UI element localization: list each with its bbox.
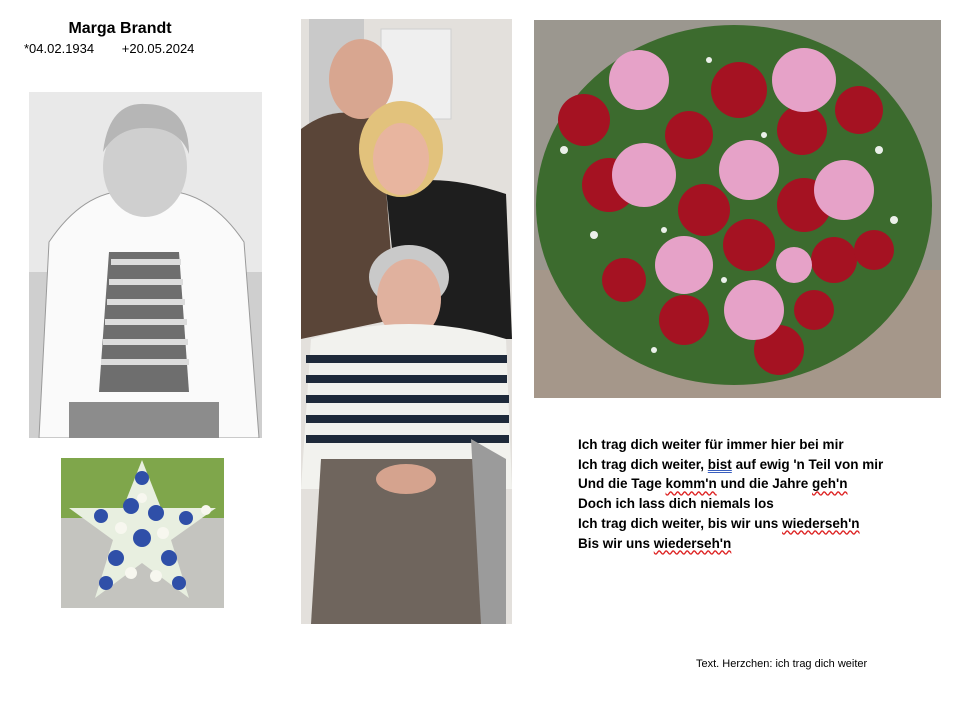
spellcheck-flagged-word: wiederseh'n (782, 515, 860, 531)
spellcheck-flagged-word: wiederseh'n (653, 535, 732, 551)
source-caption: Text. Herzchen: ich trag dich weiter (696, 658, 868, 670)
family-photo (301, 19, 512, 624)
poem-line: Ich trag dich weiter, bis wir uns wiederseh'n (578, 515, 860, 531)
poem-line: Ich trag dich weiter für immer hier bei mir (578, 437, 844, 452)
spellcheck-flagged-word: komm'n (665, 476, 717, 492)
poem-line: Doch ich lass dich niemals los (578, 496, 774, 512)
spellcheck-flagged-word: geh'n (812, 476, 848, 492)
birth-date: *04.02.1934 (24, 41, 95, 56)
rose-wreath-photo (534, 20, 941, 398)
death-date: +20.05.2024 (121, 41, 195, 56)
life-dates (24, 41, 194, 56)
person-name: Marga Brandt (68, 20, 172, 37)
portrait-bw-photo (29, 92, 262, 438)
grammar-flagged-word: bist (707, 456, 732, 472)
flower-star-photo (61, 458, 224, 608)
poem-text (578, 435, 883, 553)
poem-line: Ich trag dich weiter, bist auf ewig 'n Teil von mir (578, 456, 884, 472)
poem-line: Bis wir uns wiederseh'n (578, 535, 732, 551)
poem-line: Und die Tage komm'n und die Jahre geh'n (578, 476, 848, 492)
